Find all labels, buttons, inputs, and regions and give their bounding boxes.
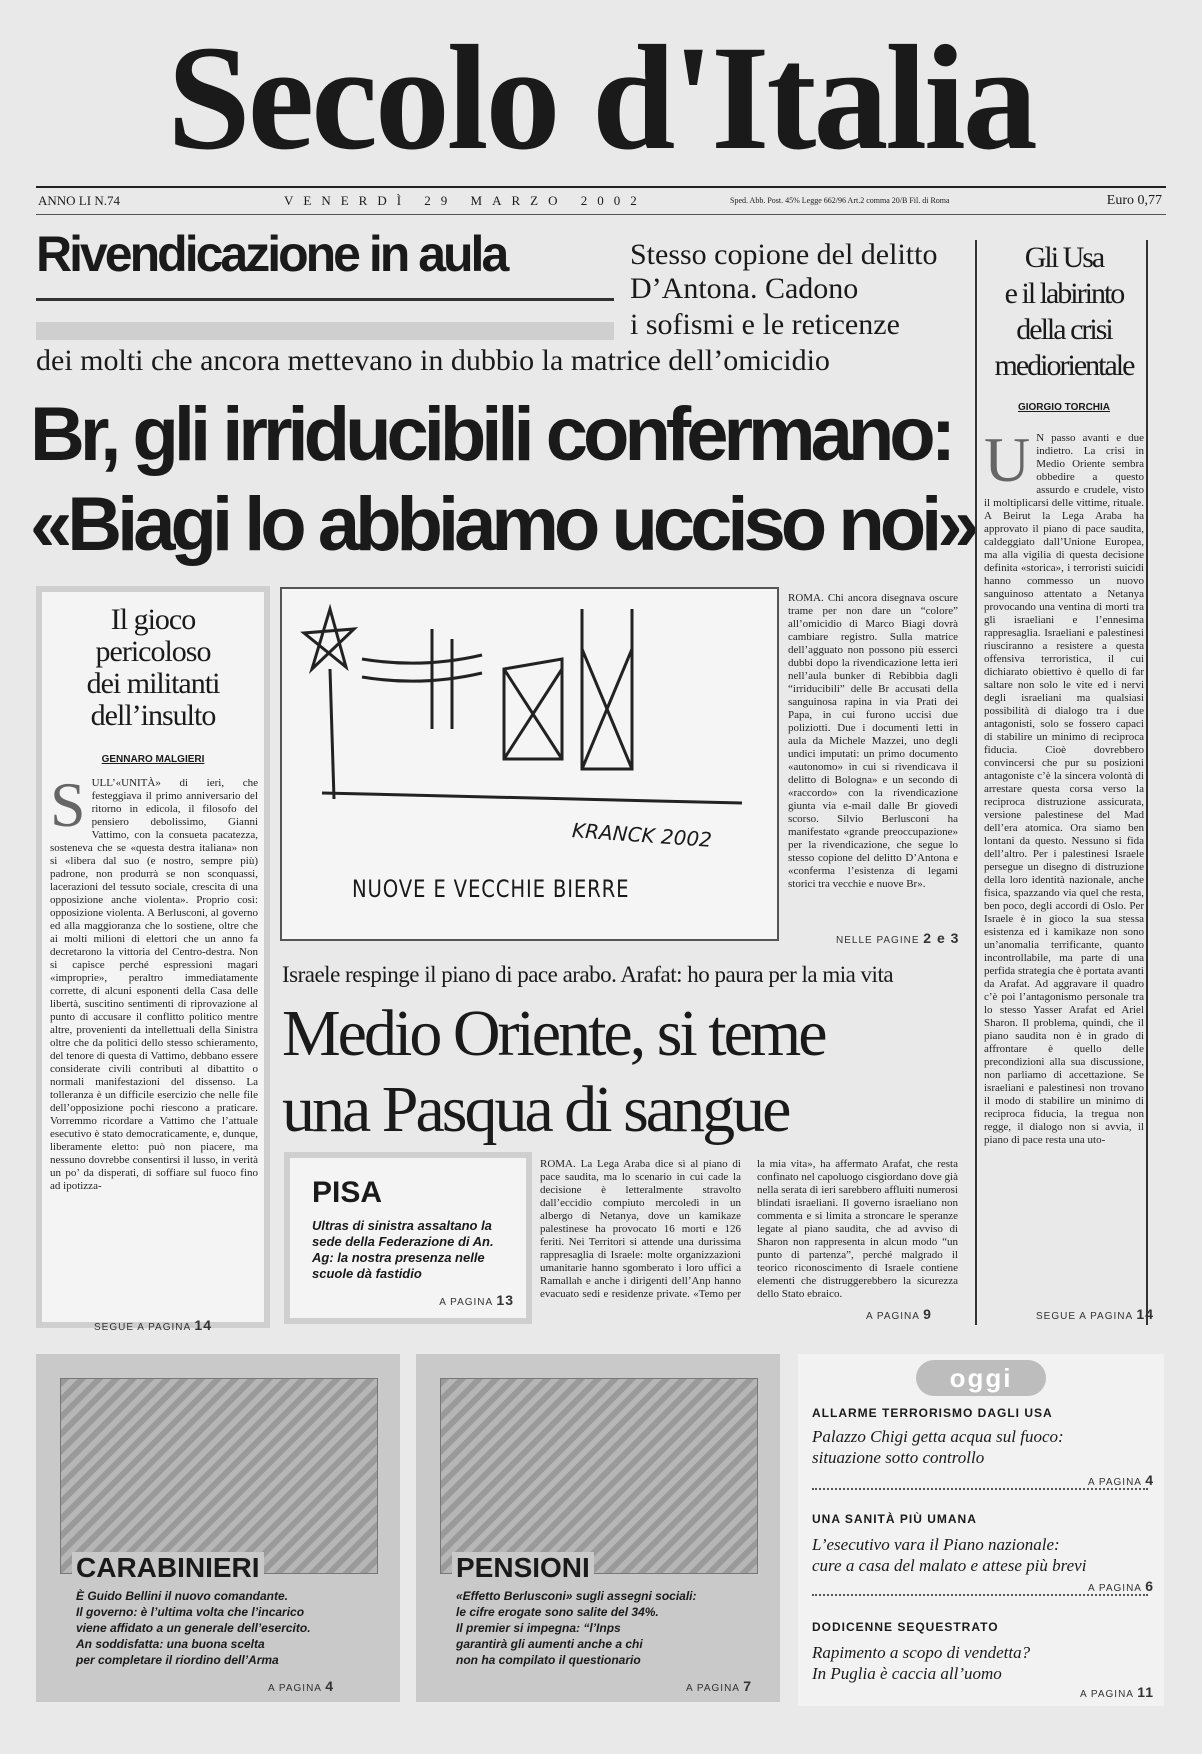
right-title-line: della crisi [1016,313,1112,346]
oggi-page-ref [1080,1684,1154,1700]
dateline [36,186,1166,215]
carabinieri-text [76,1588,311,1668]
pisa-page-ref [439,1292,514,1308]
cartoon-caption: NUOVE E VECCHIE BIERRE [352,875,630,903]
left-column-title [42,604,264,732]
oggi-badge: oggi [916,1360,1046,1396]
oggi-item-title[interactable]: DODICENNE SEQUESTRATO [812,1620,999,1634]
dotted-rule [812,1594,1148,1596]
cartoon-lines [304,609,742,803]
oggi-item-line: Palazzo Chigi getta acqua sul fuoco: [812,1427,1064,1446]
pensioni-title: PENSIONI [452,1552,594,1584]
ref-page: 4 [1145,1472,1154,1488]
masthead-title: Secolo d'Italia [167,15,1035,181]
ref-label: A PAGINA [686,1683,740,1694]
left-title-line: Il gioco [110,603,196,636]
oggi-item-line: L’esecutivo vara il Piano nazionale: [812,1535,1060,1554]
lead-article-body: ROMA. Chi ancora disegnava oscure trame per non dare un “colore” all’omicidio di Marco Biagi dovrà cambiare registro. Sulla matrice dell’agguato non possono più esserci dubbi dopo la rivendicazione letta ieri nell’aula bunker di Rebibbia dagli “irriducibili” delle Br accusati della sanguinosa rapina in via Prati dei Papa, in cui furono uccisi due poliziotti. Due i documenti letti in aula da Michele Mazzei, uno degli undici imputati: un primo documento «autonomo» in cui si rivendicava il delitto di Bologna» e un secondo di «raccordo» con la rivendicazione giunta via e-mail dalle Br giovedì scorso. Silvio Berlusconi ha manifestato «grande preoccupazione» per la rivendicazione, che segue lo stesso copione del delitto D’Antona e «conferma l’esistenza di legami storici tra vecchie e nuove Br». [788,592,958,890]
carabinieri-line: viene affidato a un generale dell’esercito. [76,1621,311,1635]
lead-headline-1: Br, gli irriducibili confermano: [30,392,952,477]
lead-deck-1: Stesso copione del delitto [630,238,938,271]
ref-label: SEGUE A PAGINA [94,1322,191,1333]
pensioni-page-ref [686,1678,752,1694]
pisa-title: PISA [312,1176,383,1209]
pensioni-line: non ha compilato il questionario [456,1653,641,1667]
pensioni-panel [416,1354,780,1702]
ref-page: 7 [743,1678,752,1694]
issue-number: ANNO LI N.74 [38,193,120,208]
ref-page: 9 [923,1306,932,1322]
pisa-body: Ultras di sinistra assaltano la sede della Federazione di An. Ag: la nostra presenza nelle scuole dà fastidio [312,1218,494,1281]
right-article-body [984,432,1144,1294]
mideast-page-ref [866,1306,932,1322]
rule [36,298,614,301]
pensioni-line: garantirà gli aumenti anche a chi [456,1637,643,1651]
oggi-item-line: cure a casa del malato e attese più brevi [812,1556,1087,1575]
lead-deck-4: dei molti che ancora mettevano in dubbio la matrice dell’omicidio [36,344,830,377]
carabinieri-line: per completare il riordino dell’Arma [76,1653,279,1667]
ref-label: A PAGINA [268,1683,322,1694]
carabinieri-title: CARABINIERI [72,1552,264,1584]
ref-page: 4 [325,1678,334,1694]
ref-page: 6 [1145,1578,1154,1594]
issue-date: VENERDÌ 29 MARZO 2002 [284,193,647,208]
right-title-line: mediorientale [994,349,1134,382]
carabinieri-panel [36,1354,400,1702]
lead-page-ref [836,930,959,946]
mideast-headline-1: Medio Oriente, si teme [282,997,825,1070]
right-author: GIORGIO TORCHIA [1017,402,1111,413]
dropcap: U [984,432,1031,495]
carabinieri-page-ref [268,1678,334,1694]
oggi-page-ref [1088,1578,1154,1594]
right-page-ref [1036,1306,1154,1322]
lead-kicker: Rivendicazione in aula [36,226,507,282]
column-rule [1146,240,1148,1325]
carabinieri-line: Il governo: è l’ultima volta che l’incarico [76,1605,305,1619]
mideast-kicker: Israele respinge il piano di pace arabo. Arafat: ho paura per la mia vita [282,962,894,987]
oggi-item-line: situazione sotto controllo [812,1448,985,1467]
price: Euro 0,77 [1106,193,1162,208]
dotted-rule [812,1488,1148,1490]
lead-headline-2: «Biagi lo abbiamo ucciso noi» [30,482,975,567]
left-page-ref [42,1317,264,1333]
pisa-box [284,1152,532,1324]
ref-label: A PAGINA [866,1311,920,1322]
right-column-title [984,240,1144,384]
lead-deck-2: D’Antona. Cadono [630,272,859,305]
oggi-item-line: Rapimento a scopo di vendetta? [812,1643,1031,1662]
lead-deck-3: i sofismi e le reticenze [630,308,900,341]
right-body-text: N passo avanti e due indietro. La crisi in Medio Oriente sembra obbedire a questo assurdo e crudele, visto il moltiplicarsi delle vittime, rituale. A Beirut la Lega Araba ha approvato il piano di pace saudita, caldeggiato dall’Unione Europea, ma alla vigilia di questa decisione definita «storica», i terroristi suicidi hanno commesso un nuovo sanguinoso attentato a Netanya provocando una ventina di morti tra gli israeliani e l’ennesima rappresaglia. Israeliani e palestinesi riusciranno a resistere a questa offensiva terroristica, il cui dichiarato obiettivo è quello di far saltare non solo le vite ed i nervi degli israeliani ma qualsiasi possibilità di dialogo tra i due antagonisti, solo se fossero capaci di stabilire un minimo di reciproca fiducia. Cioè dovrebbero convincersi che pur su posizioni antagoniste c’è la sincera volontà di arrestare questa corsa verso la reciproca distruzione assicurata, versione palestinese del Mad dell’era atomica. Ora siamo ben lontani da questo. Nessuno si fida dell’altro. Per i palestinesi Israele persegue un disegno di distruzione della loro identità nazionale, anche fisica, spazzando via quel che resta, ben poco, degli accordi di Oslo. Per Israele è in gioco la sua stessa esistenza ed i kamikaze non sono un’anomalia terrificante, quanto incontrollabile, ma parte di una perfida strategia che è portata avanti da Arafat. Ad aggravare il quadro c’è poi l’antagonismo personale tra lo stesso Yasser Arafat ed Ariel Sharon. Il problema, quindi, che il piano saudita non è in grado di affrontare è quello delle precondizioni alla sua discussione, non parliamo di accettazione. Se israeliani e palestinesi non trovano il modo di stabilire un minimo di reciproca fiducia, la tregua non regge, il dialogo non si avvia, il piano di pace resta una uto- [984,432,1144,1146]
carabinieri-line: An soddisfatta: una buona scelta [76,1637,265,1651]
oggi-page-ref [1088,1472,1154,1488]
ref-label: A PAGINA [439,1297,493,1308]
postal-notice: Sped. Abb. Post. 45% Legge 662/96 Art.2 comma 20/B Fil. di Roma [730,196,950,205]
pensioni-line: le cifre erogate sono salite del 34%. [456,1605,659,1619]
ref-label: A PAGINA [1088,1583,1142,1594]
pensioni-text [456,1588,697,1668]
mideast-headline-2: una Pasqua di sangue [282,1073,789,1146]
dropcap: S [50,777,86,840]
oggi-panel [798,1354,1164,1706]
left-title-line: pericoloso [95,635,211,668]
ref-page: 14 [1136,1306,1154,1322]
ref-page: 11 [1137,1684,1154,1700]
ref-label: A PAGINA [1088,1477,1142,1488]
ref-page: 2 e 3 [923,930,960,946]
oggi-item-title[interactable]: UNA SANITÀ PIÙ UMANA [812,1512,977,1526]
ref-label: SEGUE A PAGINA [1036,1311,1133,1322]
pensioni-photo [440,1378,758,1574]
left-article-body [42,777,264,1307]
ref-label: A PAGINA [1080,1689,1134,1700]
carabinieri-photo [60,1378,378,1574]
cartoon [280,587,779,941]
pensioni-line: «Effetto Berlusconi» sugli assegni sociali: [456,1589,697,1603]
oggi-item-line: In Puglia è caccia all’uomo [812,1664,1002,1683]
mideast-article-body: ROMA. La Lega Araba dice sì al piano di pace saudita, ma lo scenario in cui cade la decisione è letteralmente stravolto dall’eccidio compiuto mercoledì in un albergo di Netanya, dove un kamikaze palestinese ha provocato 16 morti e 126 feriti. Nei Territori si attende una durissima rappresaglia di Israele: molte organizzazioni umanitarie hanno sgomberato i loro uffici a Ramallah e anche i dirigenti dell’Anp hanno evacuato sedi e residenze private. «Temo per la mia vita», ha affermato Arafat, che resta confinato nel capoluogo cisgiordano dove già nella serata di ieri sarebbero affluiti numerosi blindati israeliani. Il governo israeliano non commenta e si limita a stroncare le speranze legate al piano saudita, che ad avviso di Sharon non rappresenta in alcun modo “un punto di partenza”, perché malgrado il teorico riconoscimento di Israele contiene elementi che distruggerebbero la sicurezza dello Stato ebraico. [540,1158,958,1300]
ref-page: 14 [194,1317,212,1333]
pensioni-line: Il premier si impegna: “l’Inps [456,1621,621,1635]
carabinieri-line: È Guido Bellini il nuovo comandante. [76,1589,289,1603]
left-body-text: ULL’«UNITÀ» di ieri, che festeggiava il primo anniversario del ritorno in edicola, il filosofo del pensiero debolissimo, Gianni Vattimo, con la consueta pacatezza, sosteneva che se «questa destra italiana» non si «libera dal suo (e nostro, sempre più) padrone, non produrrà se non sconquassi, lacerazioni del tessuto sociale, crescita di una opposizione anche violenta». Proprio così: opposizione violenta. A Berlusconi, al governo ed alla maggioranza che lo sostiene, oltre che ai molti milioni di elettori che un anno fa decretarono la vittoria del Centro-destra. Non si capisce perché espressioni magari «improprie», peraltro immediatamente corrette, di alcuni esponenti della Casa delle libertà, suscitino sentimenti di riprovazione al punto di accusare il conflitto politico mentre altre, provenienti da intellettuali della Sinistra oltre che da politici dello stesso schieramento, del tenore di questa di Vattimo, debbano essere considerate civili contributi al dibattito o normali manifestazioni del dissenso. La tolleranza è un difficile esercizio che nelle file dell’opposizione pochi riescono a praticare. Vorremmo ricordare a Vattimo che l’attuale esecutivo è stato democraticamente, e, dunque, liberamente eletto: può non piacere, ma nessuno dovrebbe consentirsi il lusso, in verità un po’ da disperati, di soffiare sul fuoco fino ad ipotizza- [50,777,258,1192]
ref-page: 13 [496,1292,514,1308]
cartoon-signature: KRANCK 2002 [571,818,713,852]
left-column-box [36,586,270,1333]
column-rule [975,240,977,1325]
grey-bar [36,322,614,340]
right-title-line: e il labirinto [1004,277,1124,310]
oggi-item-title[interactable]: ALLARME TERRORISMO DAGLI USA [812,1406,1053,1420]
right-title-line: Gli Usa [1024,241,1104,274]
left-title-line: dei militanti [86,667,220,700]
left-title-line: dell’insulto [90,699,216,732]
left-author: GENNARO MALGIERI [101,754,205,765]
ref-label: NELLE PAGINE [836,935,920,946]
